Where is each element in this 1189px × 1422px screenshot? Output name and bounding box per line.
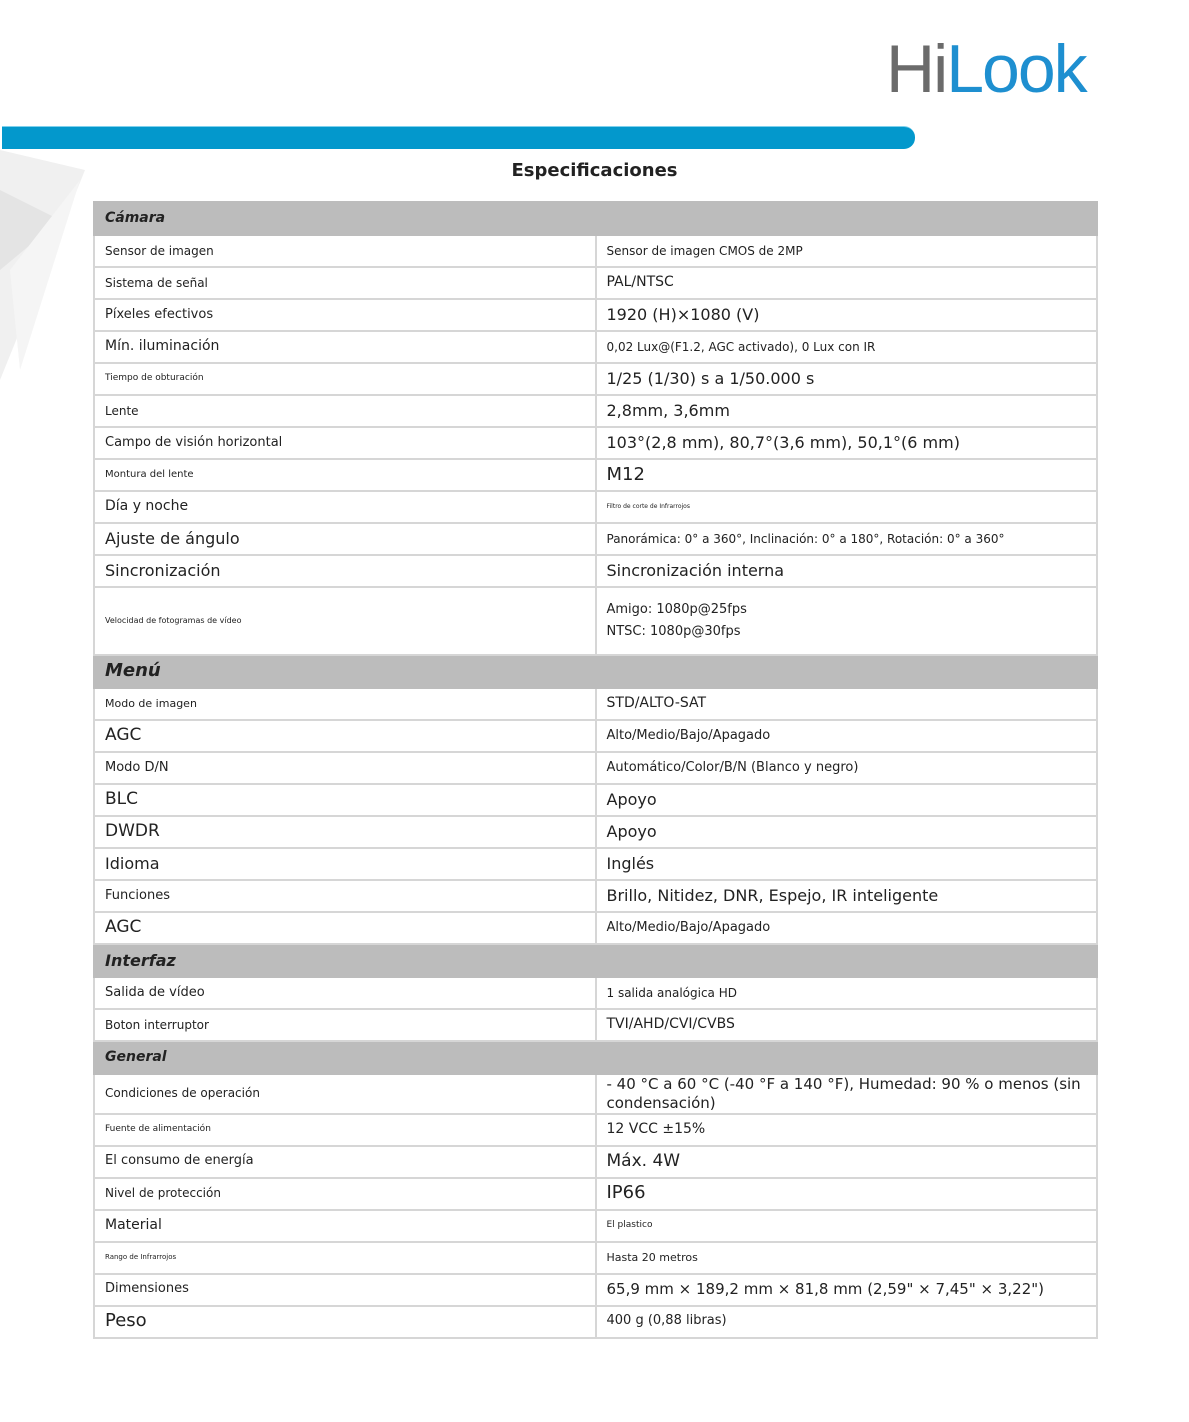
spec-value: Brillo, Nitidez, DNR, Espejo, IR inteligente [596, 880, 1098, 912]
spec-label: Modo D/N [94, 752, 596, 784]
spec-row [94, 1210, 1097, 1242]
spec-row [94, 331, 1097, 363]
spec-row [94, 912, 1097, 944]
spec-value: Alto/Medio/Bajo/Apagado [596, 720, 1098, 752]
spec-label: Montura del lente [94, 459, 596, 491]
spec-value: Inglés [596, 848, 1098, 880]
spec-row [94, 1009, 1097, 1041]
spec-value: Automático/Color/B/N (Blanco y negro) [596, 752, 1098, 784]
spec-label: Ajuste de ángulo [94, 523, 596, 555]
spec-row [94, 555, 1097, 587]
spec-row [94, 1114, 1097, 1146]
spec-label: Mín. iluminación [94, 331, 596, 363]
section-title: Interfaz [94, 944, 1097, 977]
spec-row [94, 299, 1097, 331]
spec-value: - 40 °C a 60 °C (-40 °F a 140 °F), Humedad: 90 % o menos (sin condensación) [596, 1074, 1098, 1114]
spec-value: M12 [596, 459, 1098, 491]
spec-value-line: Amigo: 1080p@25fps [606, 601, 747, 617]
spec-value: 400 g (0,88 libras) [596, 1306, 1098, 1338]
hilook-logo: HiLook [886, 31, 1086, 107]
spec-label: Sistema de señal [94, 267, 596, 299]
page-title: Especificaciones [511, 160, 678, 181]
spec-row [94, 816, 1097, 848]
spec-value: Sensor de imagen CMOS de 2MP [596, 235, 1098, 267]
spec-label: DWDR [94, 816, 596, 848]
spec-label: Sincronización [94, 555, 596, 587]
spec-label: Sensor de imagen [94, 235, 596, 267]
spec-label: Material [94, 1210, 596, 1242]
spec-label: AGC [94, 720, 596, 752]
spec-value: PAL/NTSC [596, 267, 1098, 299]
spec-value: Hasta 20 metros [596, 1242, 1098, 1274]
spec-label: AGC [94, 912, 596, 944]
spec-row [94, 720, 1097, 752]
spec-label: Píxeles efectivos [94, 299, 596, 331]
spec-row [94, 587, 1097, 655]
spec-label: Nivel de protección [94, 1178, 596, 1210]
spec-row [94, 427, 1097, 459]
section-title: General [94, 1041, 1097, 1074]
spec-row [94, 1274, 1097, 1306]
spec-value: Apoyo [596, 784, 1098, 816]
header-bar [2, 126, 915, 149]
spec-label: Idioma [94, 848, 596, 880]
spec-label: Salida de vídeo [94, 977, 596, 1009]
section-title: Cámara [94, 202, 1097, 235]
spec-value: Apoyo [596, 816, 1098, 848]
spec-row [94, 784, 1097, 816]
spec-row [94, 459, 1097, 491]
decorative-shape [0, 150, 90, 390]
spec-label: BLC [94, 784, 596, 816]
spec-value-line: NTSC: 1080p@30fps [606, 624, 741, 639]
spec-row [94, 1306, 1097, 1338]
spec-row [94, 1178, 1097, 1210]
spec-label: Lente [94, 395, 596, 427]
spec-row [94, 523, 1097, 555]
spec-row [94, 1146, 1097, 1178]
spec-value: Panorámica: 0° a 360°, Inclinación: 0° a 180°, Rotación: 0° a 360° [596, 523, 1098, 555]
section-header [94, 655, 1097, 688]
spec-value: 1920 (H)×1080 (V) [596, 299, 1098, 331]
spec-value: Máx. 4W [596, 1146, 1098, 1178]
spec-label: Fuente de alimentación [94, 1114, 596, 1146]
spec-value: Sincronización interna [596, 555, 1098, 587]
section-title: Menú [94, 655, 1097, 688]
spec-value [596, 587, 1098, 655]
section-header [94, 944, 1097, 977]
spec-label: Rango de Infrarrojos [94, 1242, 596, 1274]
spec-value: 1 salida analógica HD [596, 977, 1098, 1009]
spec-label: Funciones [94, 880, 596, 912]
spec-value: 103°(2,8 mm), 80,7°(3,6 mm), 50,1°(6 mm) [596, 427, 1098, 459]
spec-table [93, 201, 1098, 1339]
spec-label: Tiempo de obturación [94, 363, 596, 395]
spec-value: TVI/AHD/CVI/CVBS [596, 1009, 1098, 1041]
spec-row [94, 688, 1097, 720]
spec-row [94, 491, 1097, 523]
spec-row [94, 977, 1097, 1009]
spec-value: 0,02 Lux@(F1.2, AGC activado), 0 Lux con IR [596, 331, 1098, 363]
spec-row [94, 395, 1097, 427]
spec-label: El consumo de energía [94, 1146, 596, 1178]
spec-label: Peso [94, 1306, 596, 1338]
spec-value: 65,9 mm × 189,2 mm × 81,8 mm (2,59" × 7,45" × 3,22") [596, 1274, 1098, 1306]
spec-label: Día y noche [94, 491, 596, 523]
spec-label: Campo de visión horizontal [94, 427, 596, 459]
spec-label: Velocidad de fotogramas de vídeo [94, 587, 596, 655]
spec-label: Dimensiones [94, 1274, 596, 1306]
spec-value: IP66 [596, 1178, 1098, 1210]
spec-row [94, 1242, 1097, 1274]
spec-value: STD/ALTO-SAT [596, 688, 1098, 720]
spec-label: Modo de imagen [94, 688, 596, 720]
spec-value: 1/25 (1/30) s a 1/50.000 s [596, 363, 1098, 395]
section-header [94, 202, 1097, 235]
spec-row [94, 848, 1097, 880]
spec-row [94, 235, 1097, 267]
spec-label: Boton interruptor [94, 1009, 596, 1041]
section-header [94, 1041, 1097, 1074]
spec-row [94, 1074, 1097, 1114]
spec-value: Alto/Medio/Bajo/Apagado [596, 912, 1098, 944]
spec-row [94, 267, 1097, 299]
spec-row [94, 363, 1097, 395]
spec-label: Condiciones de operación [94, 1074, 596, 1114]
spec-row [94, 752, 1097, 784]
spec-value: 12 VCC ±15% [596, 1114, 1098, 1146]
spec-value: El plastico [596, 1210, 1098, 1242]
spec-value: Filtro de corte de Infrarrojos [596, 491, 1098, 523]
spec-row [94, 880, 1097, 912]
spec-value: 2,8mm, 3,6mm [596, 395, 1098, 427]
